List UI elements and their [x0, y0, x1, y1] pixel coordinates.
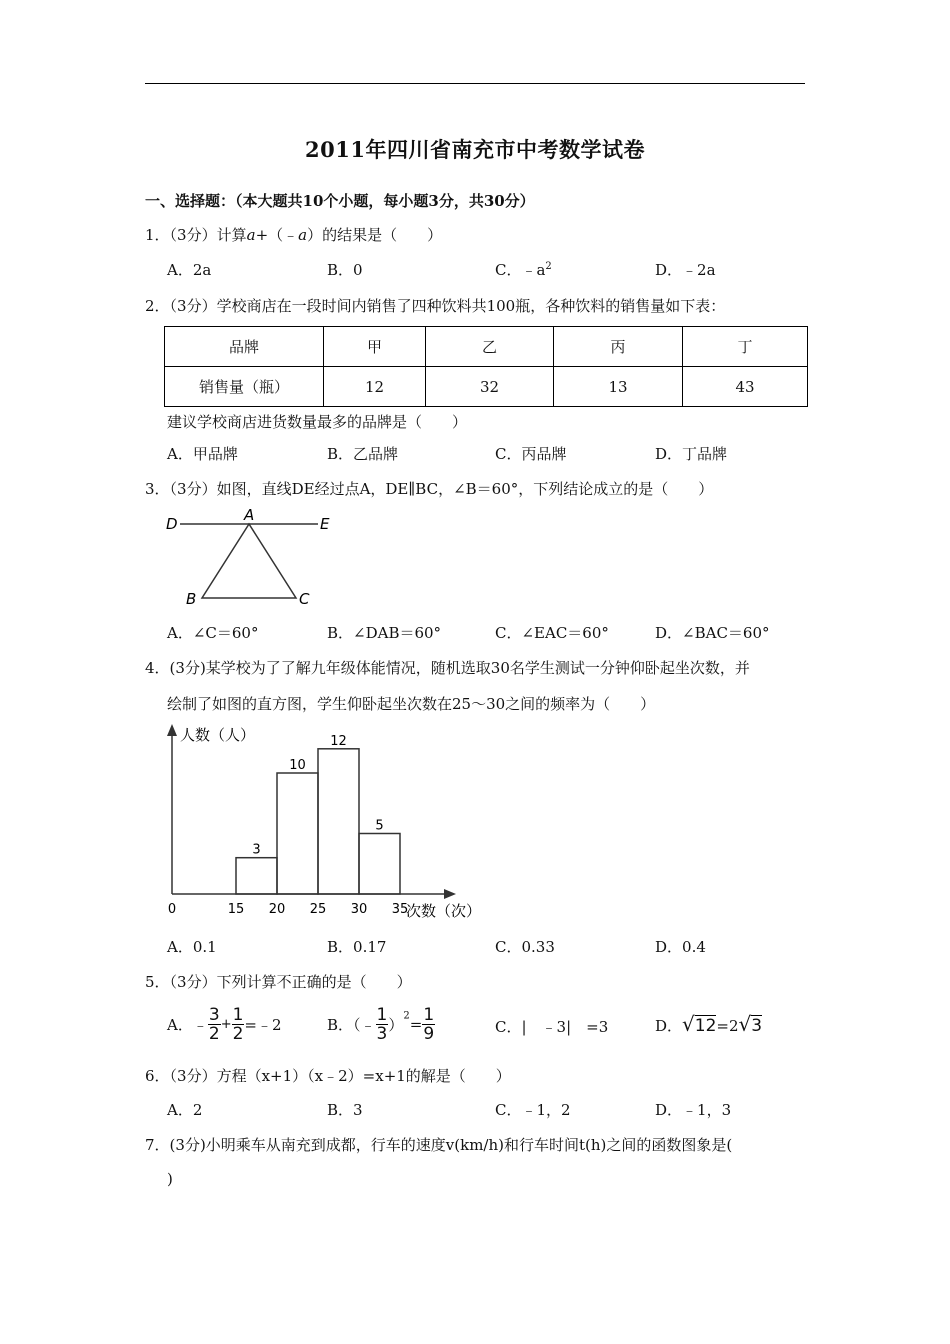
q5-option-d: D．√12=2√3: [655, 1012, 763, 1036]
question-7-line1: 7．(3分)小明乘车从南充到成都，行车的速度v(km/h)和行车时间t(h)之间的函数图象是(: [145, 1136, 733, 1154]
q2-option-d: D．丁品牌: [655, 445, 728, 463]
table-row: [165, 367, 808, 407]
q2-option-c: C．丙品牌: [495, 445, 567, 463]
question-4-line2: 绘制了如图的直方图，学生仰卧起坐次数在25～30之间的频率为（ ）: [167, 695, 656, 713]
table-header-cell: 丁: [683, 327, 808, 367]
question-2-stem: 2．（3分）学校商店在一段时间内销售了四种饮料共100瓶，各种饮料的销售量如下表：: [145, 297, 726, 315]
sales-table: [164, 326, 808, 407]
x-tick-label: 25: [309, 902, 327, 917]
histogram-bar: [277, 773, 318, 894]
histogram-chart: [160, 720, 490, 925]
q4-option-b: B．0.17: [327, 938, 387, 956]
question-2-ask: 建议学校商店进货数量最多的品牌是（ ）: [167, 413, 468, 431]
sqrt-icon: √: [738, 1012, 752, 1036]
histogram-bar: [318, 749, 359, 894]
q5-option-c: C．| ﹣3| =3: [495, 1018, 609, 1036]
table-cell: 43: [683, 367, 808, 407]
table-header-cell: 丙: [554, 327, 683, 367]
question-7-line2: ): [167, 1170, 173, 1188]
question-4-line1: 4．(3分)某学校为了了解九年级体能情况，随机选取30名学生测试一分钟仰卧起坐次数，并: [145, 659, 750, 677]
x-tick-label: 0: [167, 902, 177, 917]
x-axis-arrow: [444, 889, 456, 899]
q4-option-d: D．0.4: [655, 938, 706, 956]
q3-option-a: A．∠C＝60°: [167, 624, 259, 642]
triangle-figure: [160, 505, 350, 610]
x-tick-label: 35: [391, 902, 409, 917]
q1-option-d: D．﹣2a: [655, 261, 716, 279]
question-6-stem: 6．（3分）方程（x+1）（x﹣2）=x+1的解是（ ）: [145, 1067, 511, 1085]
bar-value-label: 12: [330, 733, 347, 749]
section-heading: 一、选择题：（本大题共10个小题，每小题3分，共30分）: [145, 192, 535, 210]
q1-option-c: C．$﹣a^2$: [495, 261, 552, 279]
q6-option-d: D．﹣1，3: [655, 1101, 732, 1119]
label-b: B: [186, 590, 197, 608]
q1-option-a: A．2a: [167, 261, 212, 279]
q5-option-b: B．（﹣ $\frac{1}{3}$ ）$^2$= $\frac{1}{9}$: [327, 1005, 435, 1044]
bar-value-label: 10: [289, 758, 306, 773]
y-axis-label: 人数（人）: [180, 726, 256, 744]
q6-option-c: C．﹣1，2: [495, 1101, 571, 1119]
table-cell: 12: [324, 367, 426, 407]
q3-option-c: C．∠EAC＝60°: [495, 624, 609, 642]
top-rule: [145, 83, 805, 84]
label-d: D: [166, 515, 178, 533]
table-header-cell: 乙: [426, 327, 554, 367]
q6-option-b: B．3: [327, 1101, 363, 1119]
q3-option-d: D．∠BAC＝60°: [655, 624, 770, 642]
label-e: E: [320, 515, 330, 533]
q1-option-b: B．0: [327, 261, 363, 279]
x-axis-label: 次数（次）: [406, 902, 482, 920]
question-3-stem: 3．（3分）如图，直线DE经过点A，DE∥BC，∠B＝60°，下列结论成立的是（ ）: [145, 480, 714, 498]
page-title: 2011年四川省南充市中考数学试卷: [305, 137, 645, 162]
table-cell: 32: [426, 367, 554, 407]
q3-option-b: B．∠DAB＝60°: [327, 624, 442, 642]
q4-option-c: C．0.33: [495, 938, 555, 956]
x-tick-label: 30: [350, 902, 368, 917]
table-header-cell: 甲: [324, 327, 426, 367]
y-axis-arrow: [167, 724, 177, 736]
table-cell: 13: [554, 367, 683, 407]
x-tick-label: 15: [227, 902, 245, 917]
q4-option-a: A．0.1: [167, 938, 217, 956]
label-a: A: [244, 506, 255, 524]
label-c: C: [299, 590, 310, 608]
histogram-bar: [236, 858, 277, 894]
triangle-abc: [202, 524, 296, 598]
q2-option-a: A．甲品牌: [167, 445, 238, 463]
q2-option-b: B．乙品牌: [327, 445, 399, 463]
table-cell: 销售量（瓶）: [165, 367, 324, 407]
sqrt-icon: √: [682, 1012, 695, 1036]
q5-option-a: A．﹣ $\frac{3}{2}$ + $\frac{1}{2}$ =﹣2: [167, 1005, 282, 1044]
table-header-cell: 品牌: [165, 327, 324, 367]
histogram-bar: [359, 834, 400, 895]
q6-option-a: A．2: [167, 1101, 203, 1119]
question-5-stem: 5．（3分）下列计算不正确的是（ ）: [145, 973, 412, 991]
table-row: [165, 327, 808, 367]
bar-value-label: 3: [252, 842, 261, 858]
bar-value-label: 5: [375, 818, 384, 834]
question-1-stem: 1．（3分）计算a+（﹣a）的结果是（ ）: [145, 226, 443, 244]
x-tick-label: 20: [268, 902, 286, 917]
